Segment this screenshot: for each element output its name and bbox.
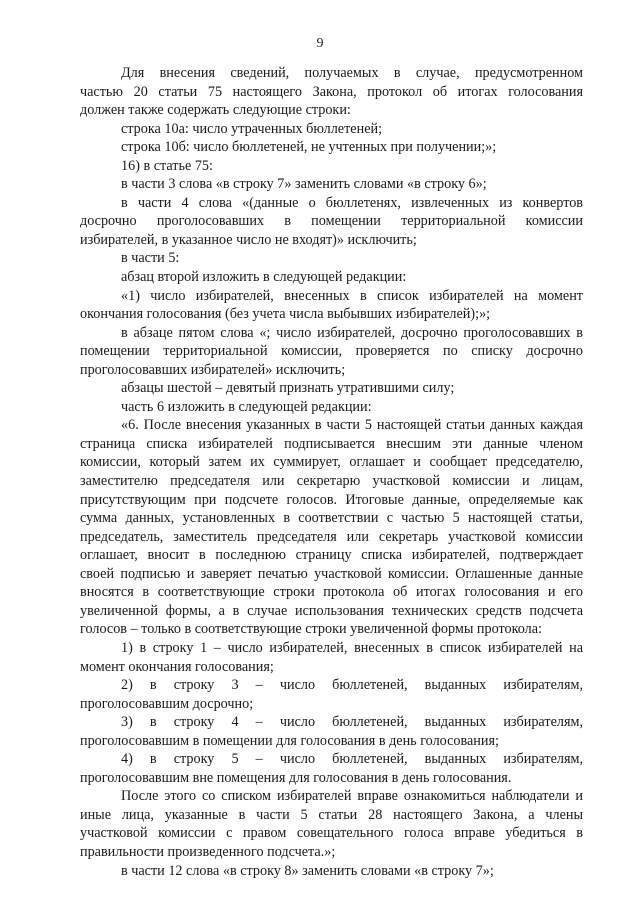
text-line: вносятся в соответствующие строки протокола об итогах голосования и его xyxy=(80,584,583,601)
text-line: 16) в статье 75: xyxy=(121,157,213,174)
text-line: 2) в строку 3 – число бюллетеней, выданных избирателям, xyxy=(121,677,583,694)
text-line: абзац второй изложить в следующей редакции: xyxy=(121,269,407,286)
text-line: страница списка избирателей подписывается внесшим эти данные членом xyxy=(80,435,583,452)
text-line: «1) число избирателей, внесенных в список избирателей на момент xyxy=(121,287,583,304)
text-line: избирателей, в указанное число не входят)» исключить; xyxy=(80,231,417,248)
text-line: «6. После внесения указанных в части 5 настоящей статьи данных каждая xyxy=(121,417,583,434)
text-line: оглашает, вносит в последнюю страницу списка избирателей, подтверждает xyxy=(80,547,583,564)
text-line: проголосовавшим в помещении для голосования в день голосования; xyxy=(80,732,499,749)
text-line: строка 10а: число утраченных бюллетеней; xyxy=(121,120,383,137)
text-line: досрочно проголосовавших в помещении территориальной комиссии xyxy=(80,213,583,230)
text-line: заместителю председателя или секретарю участковой комиссии и лицам, xyxy=(80,473,583,490)
text-line: момент окончания голосования; xyxy=(80,658,274,675)
text-line: окончания голосования (без учета числа выбывших избирателей);»; xyxy=(80,306,491,323)
text-line: сумма данных, установленных в соответствии с частью 5 настоящей статьи, xyxy=(80,510,583,527)
text-line: должен также содержать следующие строки: xyxy=(80,102,351,119)
text-line: присутствующим при подсчете голосов. Итоговые данные, определяемые как xyxy=(80,491,583,508)
text-line: После этого со списком избирателей вправе ознакомиться наблюдатели и xyxy=(121,788,583,805)
text-line: в части 12 слова «в строку 8» заменить словами «в строку 7»; xyxy=(121,862,494,879)
document-body xyxy=(80,64,583,880)
text-line: проголосовавшим вне помещения для голосования в день голосования. xyxy=(80,769,512,786)
text-line: 4) в строку 5 – число бюллетеней, выданных избирателям, xyxy=(121,751,583,768)
text-line: иные лица, указанные в части 5 статьи 28 настоящего Закона, а члены xyxy=(80,806,583,823)
text-line: правильности произведенного подсчета.»; xyxy=(80,843,336,860)
text-line: своей подписью и заверяет печатью участковой комиссии. Оглашенные данные xyxy=(80,565,583,582)
text-line: в части 3 слова «в строку 7» заменить словами «в строку 6»; xyxy=(121,176,487,193)
text-line: проголосовавшим досрочно; xyxy=(80,695,254,712)
text-line: Для внесения сведений, получаемых в случае, предусмотренном xyxy=(121,65,583,81)
text-line: помещении территориальной комиссии, проверяется по списку досрочно xyxy=(80,343,583,360)
page-number: 9 xyxy=(316,36,324,51)
text-line: часть 6 изложить в следующей редакции: xyxy=(121,398,372,415)
text-line: комиссии, который затем их суммирует, оглашает и сообщает председателю, xyxy=(80,454,583,471)
text-line: увеличенной формы, а в случае использования технических средств подсчета xyxy=(80,602,583,619)
text-line: участковой комиссии с правом совещательного голоса вправе убедиться в xyxy=(80,825,583,842)
text-line: в абзаце пятом слова «; число избирателей, досрочно проголосовавших в xyxy=(121,324,583,341)
text-line: голосов – только в соответствующие строки увеличенной формы протокола: xyxy=(80,621,542,638)
text-line: 1) в строку 1 – число избирателей, внесенных в список избирателей на xyxy=(121,639,583,656)
text-line: председатель, заместитель председателя или секретарь участковой комиссии xyxy=(80,528,583,545)
text-line: в части 5: xyxy=(121,250,180,267)
text-line: в части 4 слова «(данные о бюллетенях, извлеченных из конвертов xyxy=(121,194,583,211)
text-line: 3) в строку 4 – число бюллетеней, выданных избирателям, xyxy=(121,714,583,731)
text-line: частью 20 статьи 75 настоящего Закона, протокол об итогах голосования xyxy=(80,83,583,100)
text-line: абзацы шестой – девятый признать утратившими силу; xyxy=(121,380,455,397)
text-line: проголосовавших избирателей» исключить; xyxy=(80,361,346,378)
text-line: строка 10б: число бюллетеней, не учтенных при получении;»; xyxy=(121,139,497,156)
